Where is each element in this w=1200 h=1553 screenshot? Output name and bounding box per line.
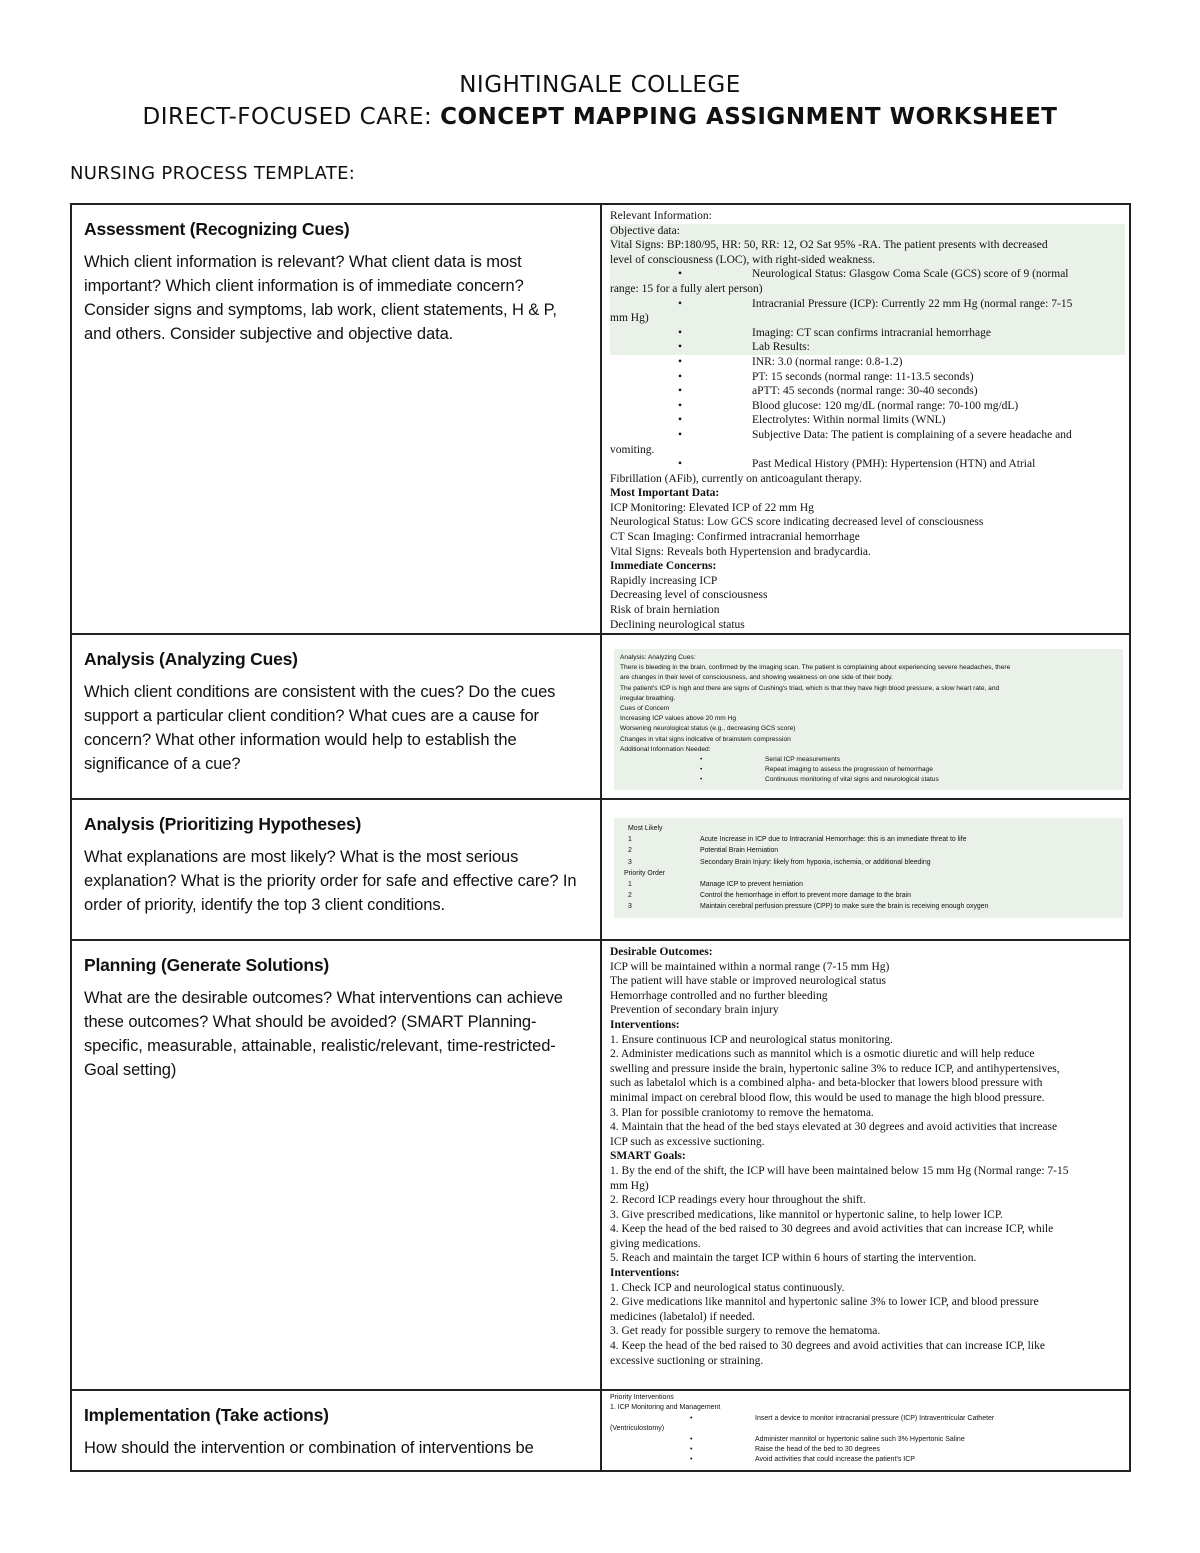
worksheet-title: DIRECT-FOCUSED CARE: CONCEPT MAPPING ASSIGNMENT WORKSHEET bbox=[142, 104, 1058, 130]
bullet-icon: • bbox=[678, 428, 683, 441]
list-item: 1 Manage ICP to prevent herniation bbox=[628, 881, 803, 889]
text-line: Priority Interventions bbox=[610, 1394, 674, 1401]
planning-response bbox=[602, 941, 1129, 1368]
text-line: Fibrillation (AFib), currently on anticoagulant therapy. bbox=[610, 472, 862, 485]
bullet-icon: • bbox=[690, 1446, 693, 1454]
bullet-icon: • bbox=[678, 399, 683, 412]
list-item: 1 Acute Increase in ICP due to Intracranial Hemorrhage: this is an immediate threat to life bbox=[628, 836, 967, 844]
list-item: • Repeat imaging to assess the progression of hemorrhage bbox=[620, 765, 1117, 775]
template-label: NURSING PROCESS TEMPLATE: bbox=[70, 163, 356, 184]
text-line: such as labetalol which is a combined alpha- and beta-blocker that lowers blood pressure with bbox=[610, 1077, 1043, 1090]
text-line: Objective data: bbox=[610, 224, 680, 237]
bullet-icon: • bbox=[678, 385, 683, 398]
text-line: Vital Signs: Reveals both Hypertension and bradycardia. bbox=[610, 545, 871, 558]
bullet-icon: • bbox=[678, 326, 683, 339]
text-line: Interventions: bbox=[610, 1267, 680, 1280]
text-line: 1. By the end of the shift, the ICP will have been maintained below 15 mm Hg (Normal range: 7-15 bbox=[610, 1164, 1069, 1177]
text-line: swelling and pressure inside the brain, hypertonic saline 3% to reduce ICP, and antihypertensives, bbox=[610, 1062, 1060, 1075]
planning-prompt-cell bbox=[71, 940, 601, 1390]
list-item: • Past Medical History (PMH): Hypertension (HTN) and Atrial bbox=[678, 458, 1036, 471]
text-line: Cues of Concern bbox=[620, 705, 670, 713]
list-item: • Intracranial Pressure (ICP): Currently 22 mm Hg (normal range: 7-15 bbox=[678, 297, 1073, 310]
list-item: • Continuous monitoring of vital signs and neurological status bbox=[620, 775, 1117, 785]
list-item: • aPTT: 45 seconds (normal range: 30-40 seconds) bbox=[678, 385, 978, 398]
text-line: mm Hg) bbox=[610, 312, 649, 325]
table-row bbox=[71, 940, 1130, 1390]
text-line: Relevant Information: bbox=[610, 210, 712, 222]
text-line: 4. Keep the head of the bed raised to 30 degrees and avoid activities that can increase ICP, while bbox=[610, 1223, 1054, 1236]
planning-title: Planning (Generate Solutions) bbox=[84, 955, 330, 975]
text-line: The patient's ICP is high and there are signs of Cushing's triad, which is that they have high blood pressure, a slow heart rate, and bbox=[620, 684, 1000, 692]
analysis-cues-response bbox=[602, 635, 1129, 790]
analysis-cues-title: Analysis (Analyzing Cues) bbox=[84, 649, 298, 669]
bullet-icon: • bbox=[678, 355, 683, 368]
implementation-response-cell bbox=[601, 1390, 1130, 1471]
text-line: ICP such as excessive suctioning. bbox=[610, 1135, 765, 1148]
bullet-icon: • bbox=[678, 297, 683, 310]
text-line: 1. ICP Monitoring and Management bbox=[610, 1404, 721, 1412]
list-item: • Raise the head of the bed to 30 degrees bbox=[610, 1445, 1123, 1455]
text-line: 5. Reach and maintain the target ICP within 6 hours of starting the intervention. bbox=[610, 1252, 977, 1265]
text-line: Neurological Status: Low GCS score indicating decreased level of consciousness bbox=[610, 516, 984, 529]
list-item: • Lab Results: bbox=[678, 341, 810, 354]
analysis-cues-question: Which client conditions are consistent with the cues? Do the cues support a particular client condition? What cues are a cause for concern? What other information would help to establish the significance of a cue? bbox=[84, 683, 556, 773]
text-line: 4. Keep the head of the bed raised to 30 degrees and avoid activities that can increase ICP, like bbox=[610, 1340, 1045, 1353]
bullet-icon: • bbox=[678, 341, 683, 354]
text-line: level of consciousness (LOC), with right-sided weakness. bbox=[610, 253, 876, 266]
text-line: Decreasing level of consciousness bbox=[610, 589, 768, 602]
text-line: Rapidly increasing ICP bbox=[610, 574, 718, 587]
text-line: Interventions: bbox=[610, 1018, 680, 1031]
implementation-prompt-cell bbox=[71, 1390, 601, 1471]
text-line: medicines (labetalol) if needed. bbox=[610, 1310, 755, 1323]
college-name: NIGHTINGALE COLLEGE bbox=[459, 72, 741, 98]
text-line: 3. Give prescribed medications, like mannitol or hypertonic saline, to help lower ICP. bbox=[610, 1208, 1003, 1221]
text-line: irregular breathing. bbox=[620, 694, 676, 702]
analysis-hypotheses-title: Analysis (Prioritizing Hypotheses) bbox=[84, 814, 362, 834]
list-item: • Avoid activities that could increase the patient's ICP bbox=[610, 1455, 1123, 1465]
list-item: • Subjective Data: The patient is complaining of a severe headache and bbox=[678, 428, 1072, 441]
text-line: (Ventriculostomy) bbox=[610, 1425, 665, 1433]
text-line: There is bleeding in the brain, confirmed by the imaging scan. The patient is complaining about experiencing severe headaches, there bbox=[620, 664, 1011, 672]
assessment-question: Which client information is relevant? What client data is most important? Which client information is of immediate concern? Consider signs and symptoms, lab work, client statements, H & P, and others. Consider subjective and objective data. bbox=[84, 253, 557, 343]
planning-response-cell bbox=[601, 940, 1130, 1390]
list-item: 3 Secondary Brain Injury: likely from hypoxia, ischemia, or additional bleeding bbox=[628, 858, 931, 866]
bullet-icon: • bbox=[700, 766, 703, 774]
table-row bbox=[71, 204, 1130, 634]
text-line: The patient will have stable or improved neurological status bbox=[610, 975, 886, 988]
text-line: Most Important Data: bbox=[610, 487, 720, 500]
text-line: Vital Signs: BP:180/95, HR: 50, RR: 12, O2 Sat 95% -RA. The patient presents with decreased bbox=[610, 239, 1048, 252]
text-line: CT Scan Imaging: Confirmed intracranial hemorrhage bbox=[610, 531, 860, 544]
text-line: Most Likely bbox=[628, 825, 663, 832]
list-item: • Electrolytes: Within normal limits (WNL) bbox=[678, 414, 946, 427]
table-row bbox=[71, 1390, 1130, 1471]
assessment-title: Assessment (Recognizing Cues) bbox=[84, 219, 350, 239]
text-line: ICP Monitoring: Elevated ICP of 22 mm Hg bbox=[610, 501, 814, 514]
text-line: are changes in their level of consciousness, and showing weakness on one side of their body. bbox=[620, 674, 893, 682]
text-line: 2. Give medications like mannitol and hypertonic saline 3% to lower ICP, and blood pressure bbox=[610, 1296, 1039, 1309]
text-line: Hemorrhage controlled and no further bleeding bbox=[610, 989, 828, 1002]
analysis-hypotheses-prompt-cell bbox=[71, 799, 601, 940]
list-item: • Insert a device to monitor intracranial pressure (ICP) Intraventricular Catheter bbox=[610, 1414, 1123, 1424]
bullet-icon: • bbox=[690, 1414, 693, 1422]
analysis-hypotheses-response-cell bbox=[601, 799, 1130, 940]
text-line: Increasing ICP values above 20 mm Hg bbox=[620, 715, 737, 723]
text-line: giving medications. bbox=[610, 1237, 701, 1250]
text-line: 3. Get ready for possible surgery to remove the hematoma. bbox=[610, 1325, 881, 1338]
list-item: • INR: 3.0 (normal range: 0.8-1.2) bbox=[678, 355, 903, 368]
text-line: 4. Maintain that the head of the bed stays elevated at 30 degrees and avoid activities that increase bbox=[610, 1121, 1058, 1134]
bullet-icon: • bbox=[678, 370, 683, 383]
text-line: minimal impact on cerebral blood flow, this would be used to manage the high blood pressure. bbox=[610, 1091, 1045, 1104]
bullet-icon: • bbox=[700, 756, 703, 764]
list-item: 3 Maintain cerebral perfusion pressure (CPP) to make sure the brain is receiving enough oxygen bbox=[628, 903, 989, 911]
text-line: Prevention of secondary brain injury bbox=[610, 1004, 779, 1017]
assessment-response bbox=[602, 205, 1129, 632]
text-line: Risk of brain herniation bbox=[610, 604, 720, 617]
text-line: Worsening neurological status (e.g., decreasing GCS score) bbox=[620, 725, 796, 733]
text-line: Declining neurological status bbox=[610, 618, 745, 631]
nursing-process-table bbox=[70, 203, 1131, 1472]
list-item: 2 Control the hemorrhage in effort to prevent more damage to the brain bbox=[628, 892, 911, 900]
bullet-icon: • bbox=[690, 1456, 693, 1464]
document-header bbox=[0, 70, 1200, 134]
table-row bbox=[71, 799, 1130, 940]
bullet-icon: • bbox=[678, 458, 683, 471]
analysis-hypotheses-question: What explanations are most likely? What is the most serious explanation? What is the priority order for safe and effective care? In order of priority, identify the top 3 client conditions. bbox=[84, 848, 577, 914]
bullet-icon: • bbox=[690, 1435, 693, 1443]
assessment-prompt-cell bbox=[71, 204, 601, 634]
bullet-icon: • bbox=[678, 268, 683, 281]
text-line: 3. Plan for possible craniotomy to remove the hematoma. bbox=[610, 1106, 874, 1119]
text-line: Analysis: Analyzing Cues: bbox=[620, 654, 696, 661]
analysis-cues-response-cell bbox=[601, 634, 1130, 799]
text-line: Immediate Concerns: bbox=[610, 560, 717, 573]
assessment-response-cell bbox=[601, 204, 1130, 634]
text-line: range: 15 for a fully alert person) bbox=[610, 282, 763, 295]
list-item: • PT: 15 seconds (normal range: 11-13.5 seconds) bbox=[678, 370, 974, 383]
implementation-title: Implementation (Take actions) bbox=[84, 1405, 329, 1425]
text-line: Additional Information Needed: bbox=[620, 745, 711, 753]
text-line: 2. Record ICP readings every hour throughout the shift. bbox=[610, 1194, 866, 1207]
bullet-icon: • bbox=[678, 414, 683, 427]
bullet-icon: • bbox=[700, 776, 703, 784]
text-line: excessive suctioning or straining. bbox=[610, 1354, 764, 1367]
text-line: Desirable Outcomes: bbox=[610, 946, 713, 958]
text-line: vomiting. bbox=[610, 443, 655, 456]
text-line: 1. Check ICP and neurological status continuously. bbox=[610, 1281, 845, 1294]
table-row bbox=[71, 634, 1130, 799]
implementation-response bbox=[602, 1391, 1129, 1466]
planning-question: What are the desirable outcomes? What interventions can achieve these outcomes? What should be avoided? (SMART Planning- specific, measurable, attainable, realistic/relevant, time-restricted- Goal setting) bbox=[84, 989, 563, 1079]
analysis-hypotheses-response bbox=[602, 800, 1129, 918]
list-item: • Neurological Status: Glasgow Coma Scale (GCS) score of 9 (normal bbox=[678, 268, 1069, 281]
analysis-cues-prompt-cell bbox=[71, 634, 601, 799]
text-line: 1. Ensure continuous ICP and neurological status monitoring. bbox=[610, 1033, 893, 1046]
list-item: 2 Potential Brain Herniation bbox=[628, 847, 779, 855]
implementation-question: How should the intervention or combination of interventions be bbox=[84, 1439, 534, 1457]
list-item: • Imaging: CT scan confirms intracranial hemorrhage bbox=[678, 326, 991, 339]
text-line: mm Hg) bbox=[610, 1179, 649, 1192]
text-line: Changes in vital signs indicative of brainstem compression bbox=[620, 735, 791, 743]
text-line: 2. Administer medications such as mannitol which is a osmotic diuretic and will help reduce bbox=[610, 1048, 1035, 1061]
list-item: • Blood glucose: 120 mg/dL (normal range: 70-100 mg/dL) bbox=[678, 399, 1019, 412]
text-line: ICP will be maintained within a normal range (7-15 mm Hg) bbox=[610, 960, 890, 973]
text-line: Priority Order bbox=[624, 869, 665, 877]
list-item: • Serial ICP measurements bbox=[620, 755, 1117, 765]
text-line: SMART Goals: bbox=[610, 1150, 686, 1163]
list-item: • Administer mannitol or hypertonic saline such 3% Hypertonic Saline bbox=[610, 1435, 1123, 1445]
